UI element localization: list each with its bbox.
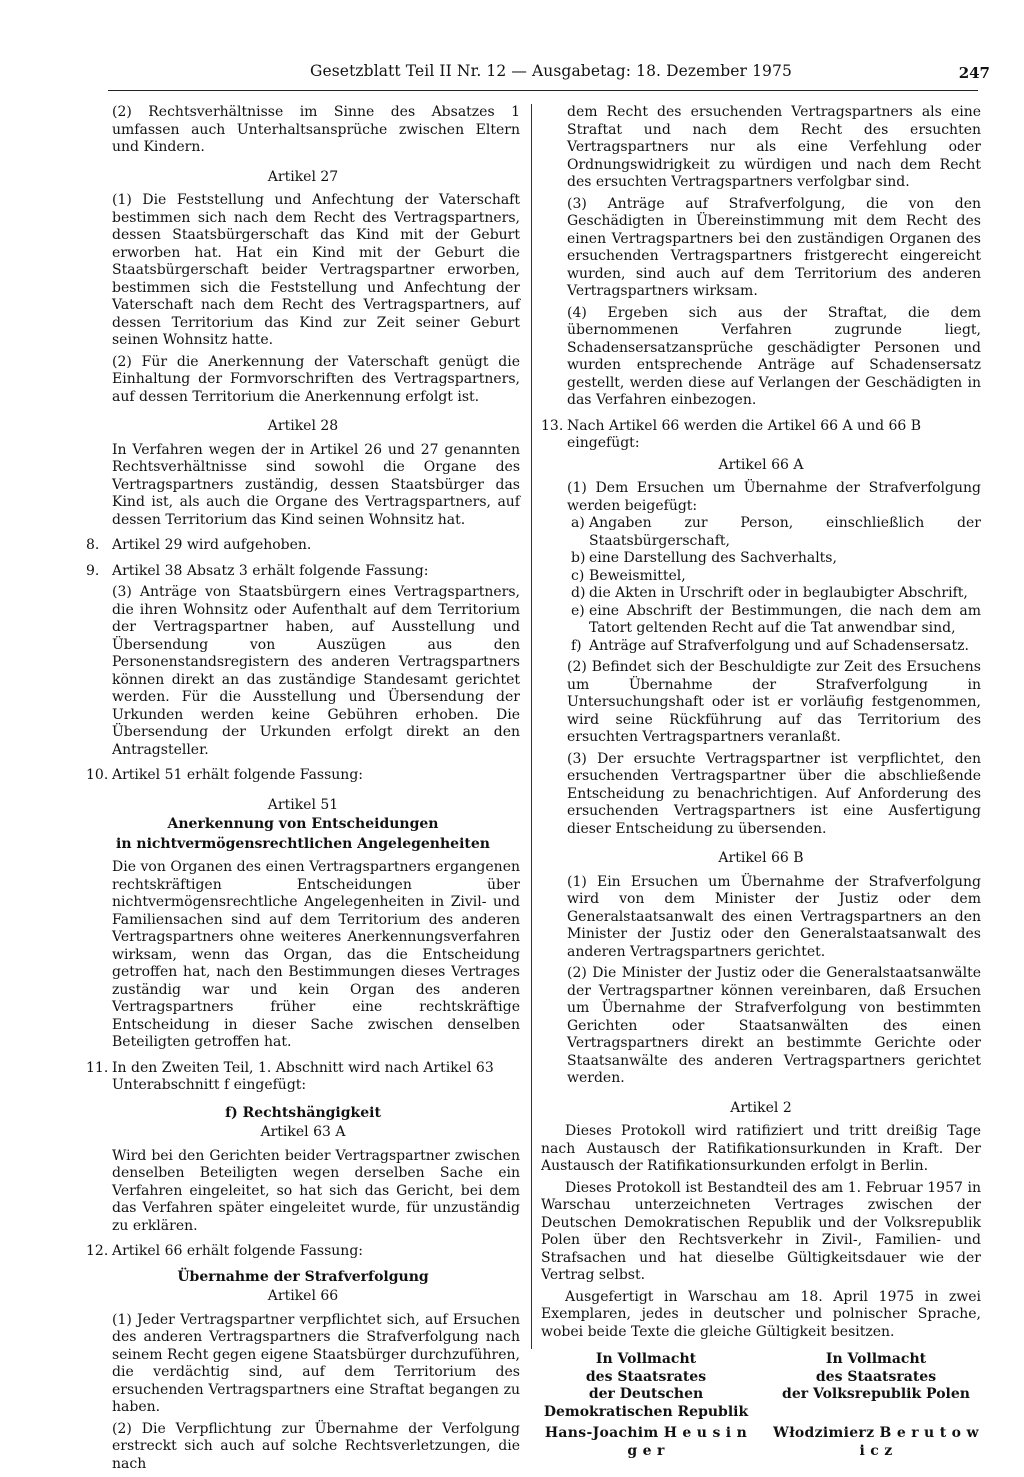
list-text: eine Darstellung des Sachverhalts, [589, 550, 837, 566]
paragraph: (2) Befindet sich der Beschuldigte zur Zeit des Ersuchens um Übernahme der Strafverfolgung in Untersuchungshaft oder ist er vorläufig festgenommen, wird seine Rückführung auf das Territorium des ersuchten Vertragspartners veranlaßt. [567, 659, 981, 745]
item-text: In den Zweiten Teil, 1. Abschnitt wird nach Artikel 63 Unterabschnitt f eingefügt: [112, 1059, 494, 1093]
paragraph: (2) Für die Anerkennung der Vaterschaft genügt die Einhaltung der Formvorschriften des Vertragspartners, auf dessen Territorium die Anerkennung erfolgt ist. [112, 353, 520, 405]
enumeration-list [541, 515, 981, 655]
signatory-left [541, 1351, 751, 1421]
item-text: Artikel 29 wird aufgehoben. [112, 537, 312, 553]
item-10 [86, 767, 520, 785]
item-number: 10. [86, 767, 109, 783]
item-number: 12. [86, 1243, 109, 1259]
column-divider [531, 104, 532, 1349]
list-item [541, 515, 981, 550]
header-rule [108, 90, 978, 91]
article-66-heading: Übernahme der Strafverfolgung [177, 1268, 429, 1285]
signatory-line: der Deutschen [588, 1386, 704, 1402]
list-letter: d) [571, 585, 586, 601]
list-text: Angaben zur Person, einschließlich der Staatsbürgerschaft, [589, 515, 981, 549]
signatory-right [771, 1351, 981, 1421]
signatory-line: des Staatsrates [585, 1368, 707, 1385]
item-text: Artikel 51 erhält folgende Fassung: [112, 767, 364, 783]
paragraph: (3) Anträge von Staatsbürgern eines Vertragspartners, die ihren Wohnsitz oder Aufenthalt auf dem Territorium der Vertragspartner haben, auf Ausstellung und Übersendung von Auszügen aus den Personenstandsregistern des anderen Vertragspartners können direkt an das zuständige Standesamt gerichtet werden. Für die Ausstellung und Übersendung der Urkunden werden keine Gebühren erhoben. Die Übersendung der Urkunden erfolgt direkt an den Antragsteller. [112, 584, 520, 758]
signatory-line: der Volksrepublik Polen [782, 1386, 970, 1402]
item-9 [86, 563, 520, 581]
paragraph: Dieses Protokoll wird ratifiziert und tritt dreißig Tage nach Austausch der Ratifikationsurkunden in Kraft. Der Austausch der Ratifikationsurkunden erfolgt in Berlin. [541, 1123, 981, 1174]
article-51-title: Artikel 51 [267, 796, 339, 813]
subsection-heading: f) Rechtshängigkeit [225, 1104, 381, 1121]
signatory-name-right: Włodzimierz B e r u t o w i c z [773, 1425, 979, 1459]
signatory-line: In Vollmacht [825, 1351, 927, 1367]
page-number: 247 [958, 64, 990, 82]
paragraph: (1) Die Feststellung und Anfechtung der Vaterschaft bestimmen sich nach dem Recht des Vertragspartners, dessen Staatsbürgerschaft das Kind mit der Geburt erworben hat. Hat ein Kind mit der Geburt die Staatsbürgerschaft beider Vertragspartner erworben, bestimmen sich die Feststellung und Anfechtung der Vaterschaft nach dem Recht des Vertragspartners, auf dessen Territorium das Kind zur Zeit seiner Geburt seinen Wohnsitz hatte. [112, 192, 520, 348]
article-66b-title: Artikel 66 B [718, 850, 804, 866]
item-12 [86, 1243, 520, 1261]
item-text: Artikel 66 erhält folgende Fassung: [112, 1243, 364, 1259]
paragraph: Wird bei den Gerichten beider Vertragspartner zwischen denselben Beteiligten wegen derselben Sache ein Verfahren eingeleitet, so hat sich das Gericht, bei dem das Verfahren später eingeleitet wurde, für unzuständig zu erklären. [112, 1147, 520, 1234]
paragraph: (1) Dem Ersuchen um Übernahme der Strafverfolgung werden beigefügt: [567, 480, 981, 514]
list-text: Beweismittel, [589, 567, 686, 584]
item-number: 8. [86, 537, 100, 553]
article-66a-title: Artikel 66 A [718, 456, 804, 473]
left-column [86, 104, 520, 1477]
right-column [541, 104, 981, 1460]
article-51-heading-line1: Anerkennung von Entscheidungen [167, 816, 439, 832]
list-letter: a) [571, 515, 585, 531]
item-number: 9. [86, 562, 100, 579]
list-letter: c) [571, 567, 585, 584]
list-item [541, 550, 981, 568]
paragraph: In Verfahren wegen der in Artikel 26 und 27 genannten Rechtsverhältnisse sind sowohl die Organe des Vertragspartners zuständig, dessen Staatsbürger das Kind ist, als auch die Organe des Vertragspartners, auf dessen Territorium das Kind seinen Wohnsitz hat. [112, 441, 520, 528]
paragraph: (3) Anträge auf Strafverfolgung, die von den Geschädigten in Übereinstimmung mit dem Recht des einen Vertragspartners bei den zuständigen Organen des ersuchenden Vertragspartners fristgerecht eingereicht wurden, sind auch auf dem Territorium des anderen Vertragspartners wirksam. [567, 195, 981, 299]
signatory-line: des Staatsrates [815, 1368, 937, 1385]
paragraph: (2) Die Verpflichtung zur Übernahme der Verfolgung erstreckt sich auch auf solche Rechtsverletzungen, die nach [112, 1420, 520, 1472]
paragraph: (3) Der ersuchte Vertragspartner ist verpflichtet, den ersuchenden Vertragspartner über die abschließende Entscheidung zu benachrichtigen. Auf Anforderung des ersuchenden Vertragspartners ist eine Ausfertigung dieser Entscheidung zu übersenden. [567, 750, 981, 837]
signatory-line: In Vollmacht [595, 1351, 697, 1367]
paragraph: (4) Ergeben sich aus der Straftat, die dem übernommenen Verfahren zugrunde liegt, Schadensersatzansprüche geschädigter Personen und wurden entsprechende Anträge auf Schadensersatz gestellt, werden diese auf Verlangen der Geschädigten in das Verfahren einbezogen. [567, 304, 981, 408]
item-text: Artikel 38 Absatz 3 erhält folgende Fassung: [112, 562, 429, 579]
paragraph: Dieses Protokoll ist Bestandteil des am 1. Februar 1957 in Warschau unterzeichneten Vertrages zwischen der Deutschen Demokratischen Republik und der Volksrepublik Polen über den Rechtsverkehr in Zivil-, Familien- und Strafsachen und hat dieselbe Gültigkeitsdauer wie der Vertrag selbst. [541, 1179, 981, 1283]
list-letter: e) [571, 602, 585, 619]
list-text: Anträge auf Strafverfolgung und auf Schadensersatz. [589, 637, 969, 654]
paragraph: dem Recht des ersuchenden Vertragspartners als eine Straftat und nach dem Recht des ersuchten Vertragspartners nur als eine Verfehlung oder Ordnungswidrigkeit zu würdigen und nach dem Recht des ersuchten Vertragspartners verfolgbar sind. [567, 104, 981, 190]
paragraph: (2) Rechtsverhältnisse im Sinne des Absatzes 1 umfassen auch Unterhaltsansprüche zwischen Eltern und Kindern. [112, 104, 520, 155]
paragraph: Ausgefertigt in Warschau am 18. April 1975 in zwei Exemplaren, jedes in deutscher und polnischer Sprache, wobei beide Texte die gleiche Gültigkeit besitzen. [541, 1288, 981, 1340]
list-item [541, 585, 981, 603]
signatory-names [541, 1425, 981, 1460]
article-51-heading-line2: in nichtvermögensrechtlichen Angelegenheiten [116, 835, 490, 852]
signatory-name-left: Hans-Joachim H e u s i n g e r [544, 1425, 748, 1459]
list-item [541, 568, 981, 586]
item-text: Nach Artikel 66 werden die Artikel 66 A und 66 B eingefügt: [567, 417, 922, 451]
paragraph: (1) Jeder Vertragspartner verpflichtet sich, auf Ersuchen des anderen Vertragspartners die Strafverfolgung nach seinem Recht gegen eigene Staatsbürger durchzuführen, die verdächtig sind, auf dem Territorium des ersuchenden Vertragspartners eine Straftat begangen zu haben. [112, 1311, 520, 1415]
item-13 [541, 418, 981, 453]
list-item [541, 638, 981, 656]
list-text: eine Abschrift der Bestimmungen, die nach dem am Tatort geltenden Recht auf die Tat anwendbar sind, [589, 602, 981, 636]
article-63a-title: Artikel 63 A [260, 1124, 346, 1140]
signatory-line: Demokratischen Republik [543, 1403, 749, 1420]
list-letter: b) [571, 550, 586, 566]
list-item [541, 603, 981, 638]
paragraph: Die von Organen des einen Vertragspartners ergangenen rechtskräftigen Entscheidungen über nichtvermögensrechtliche Angelegenheiten in Zivil- und Familiensachen sind auf dem Territorium des anderen Vertragspartners ohne weiteres Anerkennungsverfahren wirksam, wenn das Organ, das die Entscheidung getroffen hat, nach den Bestimmungen dieses Vertrages zuständig war und kein Organ des anderen Vertragspartners früher eine rechtskräftige Entscheidung in dieser Sache zwischen denselben Beteiligten getroffen hat. [112, 859, 520, 1050]
list-letter: f) [571, 637, 582, 654]
page-header [310, 62, 990, 92]
article-27-title: Artikel 27 [267, 168, 339, 185]
signature-block [541, 1351, 981, 1421]
article-2-title: Artikel 2 [730, 1099, 792, 1116]
running-title: Gesetzblatt Teil II Nr. 12 — Ausgabetag: 18. Dezember 1975 [310, 62, 792, 80]
item-8 [86, 537, 520, 555]
paragraph: (2) Die Minister der Justiz oder die Generalstaatsanwälte der Vertragspartner können vereinbaren, daß Ersuchen um Übernahme der Strafverfolgung von bestimmten Gerichten oder Staatsanwälten des einen Vertragspartners direkt an bestimmte Gerichte oder Staatsanwälte des anderen Vertragspartners gerichtet werden. [567, 965, 981, 1086]
paragraph: (1) Ein Ersuchen um Übernahme der Strafverfolgung wird von dem Minister der Justiz oder dem Generalstaatsanwalt des einen Vertragspartners an den Minister der Justiz oder den Generalstaatsanwalt des anderen Vertragspartners gerichtet. [567, 873, 981, 960]
article-66-title: Artikel 66 [267, 1288, 339, 1304]
list-text: die Akten in Urschrift oder in beglaubigter Abschrift, [589, 585, 968, 601]
item-number: 11. [86, 1059, 109, 1076]
article-28-title: Artikel 28 [267, 418, 339, 434]
item-11 [86, 1060, 520, 1095]
item-number: 13. [541, 417, 564, 434]
